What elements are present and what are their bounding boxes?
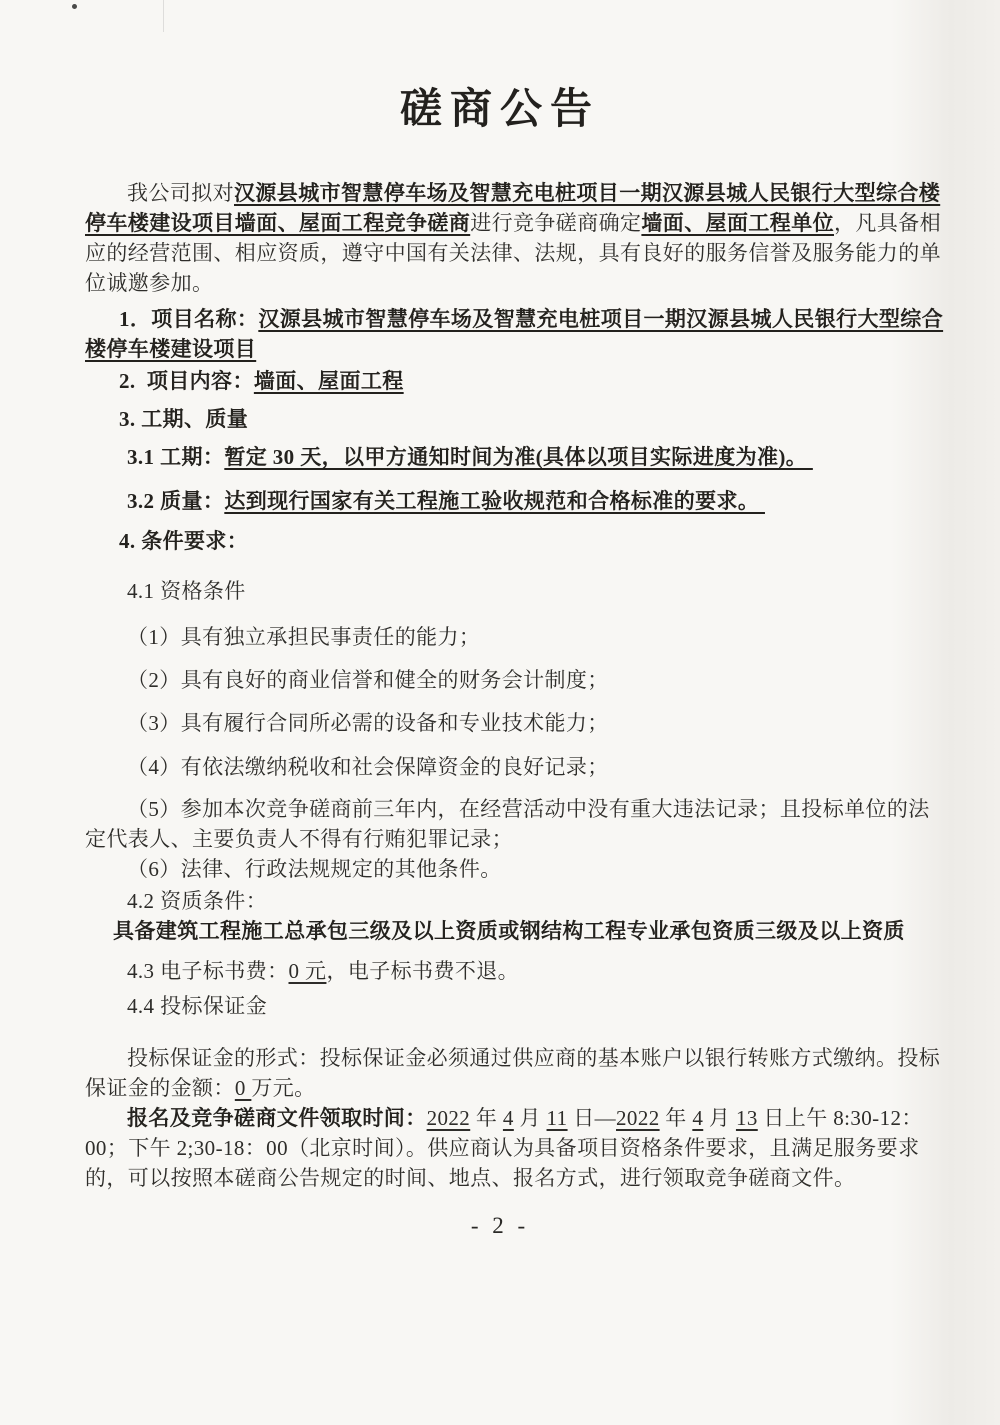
- work-unit-emphasis: 墙面、屋面工程单位: [641, 211, 835, 235]
- signup-day-start: 11: [546, 1106, 568, 1130]
- item-2-project-content: [85, 366, 945, 396]
- intro-lead-text: 我公司拟对: [127, 181, 234, 205]
- item-4-1-heading: [85, 576, 945, 606]
- signup-sep-1: 年: [470, 1106, 503, 1130]
- deposit-amount: 0: [234, 1076, 252, 1100]
- intro-paragraph: [85, 178, 945, 298]
- signup-month-end: 4: [692, 1106, 704, 1130]
- item-4-4-heading: [85, 991, 945, 1021]
- signup-tail-text: 日上午 8:30-12：00；下午 2;30-18：00（北京时间）。供应商认为具备项目资格条件要求，且满足服务要求的，可以按照本磋商公告规定的时间、地点、报名方式，进行领取竞争磋商文件。: [85, 1106, 923, 1190]
- signup-sep-2: 月: [513, 1106, 547, 1130]
- condition-item-4: （4）有依法缴纳税收和社会保障资金的良好记录；: [127, 755, 609, 779]
- scan-artifact-line: [163, 0, 164, 32]
- item-1-label: 1．项目名称：: [119, 307, 259, 331]
- condition-item-2: （2）具有良好的商业信誉和健全的财务会计制度；: [127, 668, 609, 692]
- item-3-label: 3. 工期、质量: [119, 407, 249, 431]
- item-3-2-label: 3.2 质量：: [127, 489, 225, 513]
- item-1-value: 汉源县城市智慧停车场及智慧充电桩项目一期汉源县城人民银行大型综合楼停车楼建设项目: [85, 307, 944, 361]
- condition-item-6: （6）法律、行政法规规定的其他条件。: [127, 857, 502, 881]
- item-4-2-heading: [85, 886, 945, 916]
- scan-artifact-dot: [72, 4, 77, 9]
- item-3-1-duration: [85, 442, 945, 472]
- item-4-3-bid-doc-fee: [85, 956, 945, 986]
- signup-paragraph: [85, 1103, 945, 1193]
- signup-dash: 日—: [567, 1106, 617, 1130]
- item-2-value: 墙面、屋面工程: [253, 369, 404, 393]
- document-title: 磋商公告: [399, 87, 600, 133]
- signup-sep-3: 年: [659, 1106, 693, 1130]
- item-4-1-label: 4.1 资格条件: [127, 579, 246, 603]
- item-3-2-quality: [85, 486, 945, 516]
- project-full-name-emphasis: 汉源县城市智慧停车场及智慧充电桩项目一期汉源县城人民银行大型综合楼停车楼建设项目墙面、屋面工程竞争磋商: [85, 181, 941, 235]
- condition-item-5: （5）参加本次竞争磋商前三年内，在经营活动中没有重大违法记录；且投标单位的法定代表人、主要负责人不得有行贿犯罪记录；: [85, 797, 930, 851]
- item-3-heading: [85, 404, 945, 434]
- item-4-3-tail: ，电子标书费不退。: [326, 959, 520, 983]
- qualification-requirement: [85, 916, 945, 946]
- document-body: [0, 178, 1000, 1193]
- item-4-4-label: 4.4 投标保证金: [127, 994, 268, 1018]
- item-4-2-label: 4.2 资质条件：: [127, 889, 268, 913]
- condition-item-1: （1）具有独立承担民事责任的能力；: [127, 625, 481, 649]
- deposit-paragraph: [85, 1043, 945, 1103]
- signup-year-end: 2022: [616, 1106, 660, 1130]
- item-2-label: 2. 项目内容：: [119, 369, 254, 393]
- item-4-label: 4. 条件要求：: [119, 529, 249, 553]
- intro-middle-text: 进行竞争磋商确定: [470, 211, 642, 235]
- item-1-project-name: [85, 304, 945, 364]
- signup-sep-4: 月: [703, 1106, 736, 1130]
- signup-label: 报名及竞争磋商文件领取时间：: [127, 1106, 427, 1130]
- deposit-text: 投标保证金的形式：投标保证金必须通过供应商的基本账户以银行转账方式缴纳。投标保证金的金额：: [85, 1046, 941, 1100]
- signup-day-end: 13: [735, 1106, 758, 1130]
- fee-amount: 0 元: [288, 959, 327, 983]
- signup-year-start: 2022: [426, 1106, 471, 1130]
- item-3-2-value: 达到现行国家有关工程施工验收规范和合格标准的要求。: [224, 489, 765, 513]
- item-3-1-value: 暂定 30 天，以甲方通知时间为准(具体以项目实际进度为准)。: [224, 445, 813, 469]
- condition-item-3: （3）具有履行合同所必需的设备和专业技术能力；: [127, 711, 609, 735]
- deposit-tail: 万元。: [251, 1076, 316, 1100]
- intro-tail-text: ，凡具备相应的经营范围、相应资质，遵守中国有关法律、法规，具有良好的服务信誉及服务能力的单位诚邀参加。: [85, 211, 942, 295]
- qualification-text: 具备建筑工程施工总承包三级及以上资质或钢结构工程专业承包资质三级及以上资质: [113, 919, 905, 943]
- item-4-heading: [85, 526, 945, 556]
- page-number: - 2 -: [470, 1213, 530, 1238]
- item-3-1-label: 3.1 工期：: [127, 445, 225, 469]
- item-4-3-label: 4.3 电子标书费：: [127, 959, 289, 983]
- signup-month-start: 4: [502, 1106, 514, 1130]
